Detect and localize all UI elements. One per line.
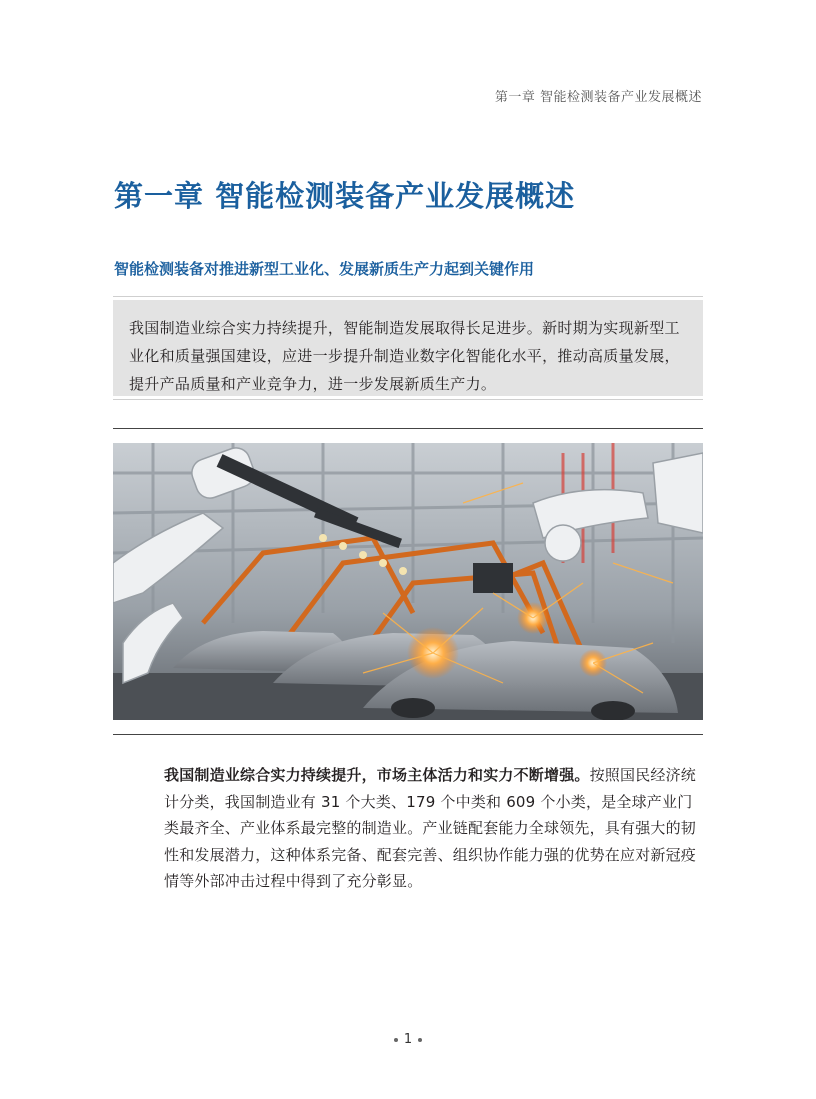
summary-inner [113, 300, 703, 396]
body-lead-sentence: 我国制造业综合实力持续提升，市场主体活力和实力不断增强。 [164, 766, 590, 784]
page-number-value: 1 [403, 1032, 413, 1047]
running-header: 第一章 智能检测装备产业发展概述 [494, 90, 702, 105]
page-number-left-dot [394, 1038, 398, 1042]
section-subtitle: 智能检测装备对推进新型工业化、发展新质生产力起到关键作用 [114, 260, 535, 278]
figure-bottom-rule [113, 734, 703, 735]
summary-text: 我国制造业综合实力持续提升，智能制造发展取得长足进步。新时期为实现新型工业化和质量强国建设，应进一步提升制造业数字化智能化水平，推动高质量发展，提升产品质量和产业竞争力，进一步发展新质生产力。 [129, 319, 680, 393]
summary-box [113, 296, 703, 400]
page-number-right-dot [418, 1038, 422, 1042]
factory-robot-image [113, 443, 703, 720]
figure-top-rule [113, 428, 703, 429]
body-paragraph [164, 762, 704, 895]
chapter-title: 第一章 智能检测装备产业发展概述 [114, 179, 576, 213]
body-text: 按照国民经济统计分类，我国制造业有 31 个大类、179 个中类和 609 个小类，是全球产业门类最齐全、产业体系最完整的制造业。产业链配套能力全球领先，具有强大的韧性和发展潜力，这种体系完备、配套完善、组织协作能力强的优势在应对新冠疫情等外部冲击过程中得到了充分彰显。 [164, 766, 697, 890]
page-number [0, 1032, 816, 1047]
